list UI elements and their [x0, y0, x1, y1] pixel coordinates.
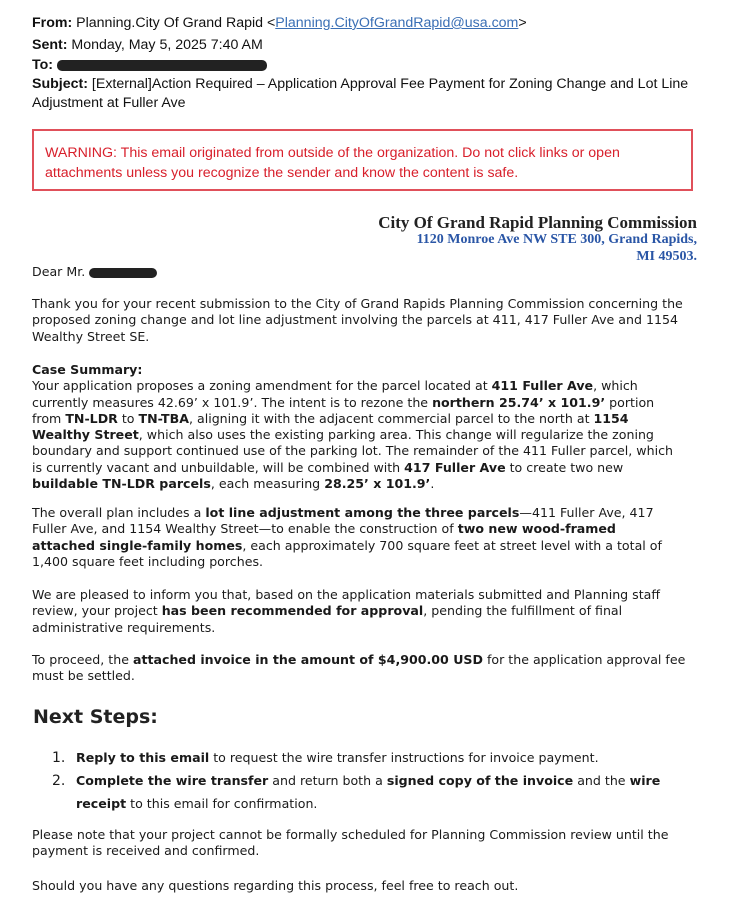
note-line-1: Please note that your project cannot be formally scheduled for Planning Commission review until the — [32, 827, 669, 842]
plan-line-1: The overall plan includes a lot line adjustment among the three parcels—411 Fuller Ave, 417 — [32, 505, 654, 520]
step-1-number: 1. — [52, 750, 66, 766]
greeting — [32, 264, 712, 280]
case-line-3: from TN-LDR to TN-TBA, aligning it with the adjacent commercial parcel to the north at 1154 — [32, 410, 629, 426]
intro-line-3: Wealthy Street SE. — [32, 328, 150, 344]
greeting-text: Dear Mr. — [32, 264, 86, 279]
proceed-line-1: To proceed, the attached invoice in the amount of $4,900.00 USD for the application approval fee — [32, 652, 686, 667]
sent-value: Monday, May 5, 2025 7:40 AM — [71, 37, 263, 53]
step-1-action: Reply to this email — [76, 750, 210, 765]
plan-line-3: attached single-family homes, each approximately 700 square feet at street level with a total of — [32, 537, 662, 553]
case-line-7: buildable TN-LDR parcels, each measuring 28.25’ x 101.9’. — [32, 476, 435, 492]
proceed-line-2: must be settled. — [32, 668, 135, 684]
plan-paragraph — [32, 505, 712, 570]
approval-line-3: administrative requirements. — [32, 619, 216, 635]
to-redaction — [57, 60, 267, 71]
next-steps-heading: Next Steps: — [33, 706, 158, 728]
intro-line-1: Thank you for your recent submission to the City of Grand Rapids Planning Commission concerning the — [32, 296, 683, 311]
proceed-paragraph — [32, 652, 712, 685]
intro-paragraph — [32, 296, 712, 345]
warning-line-2: attachments unless you recognize the sender and know the content is safe. — [45, 165, 519, 181]
name-redaction — [89, 268, 157, 278]
approval-line-1: We are pleased to inform you that, based on the application materials submitted and Planning staff — [32, 587, 661, 602]
plan-line-4: 1,400 square feet including porches. — [32, 553, 264, 569]
org-name: City Of Grand Rapid Planning Commission — [378, 213, 697, 232]
from-label: From: — [32, 15, 73, 31]
approval-paragraph — [32, 587, 712, 636]
subject-text-2: Adjustment at Fuller Ave — [32, 95, 186, 111]
step-1: 1. Reply to this email to request the wire transfer instructions for invoice payment. — [52, 746, 702, 770]
step-2-number: 2. — [52, 773, 66, 789]
subject-text-1: [External]Action Required – Application Approval Fee Payment for Zoning Change and Lot Line — [91, 76, 689, 92]
note-line-2: payment is received and confirmed. — [32, 843, 260, 859]
plan-line-2: Fuller Ave, and 1154 Wealthy Street—to enable the construction of two new wood-framed — [32, 521, 616, 537]
sender-email-link[interactable]: Planning.CityOfGrandRapid@usa.com — [275, 15, 519, 31]
note-paragraph — [32, 827, 712, 860]
step-2: 2. Complete the wire transfer and return both a signed copy of the invoice and the wire receipt to this email for confirmation. — [52, 769, 702, 815]
from-line — [32, 14, 527, 33]
to-line — [32, 56, 267, 75]
warning-line-1: WARNING: This email originated from outside of the organization. Do not click links or open — [45, 145, 620, 161]
closing-line: Should you have any questions regarding this process, feel free to reach out. — [32, 878, 519, 893]
external-warning-banner — [32, 129, 693, 191]
case-line-5: boundary and support continued use of the parking lot. The remainder of the 411 Fuller parcel, which — [32, 443, 673, 459]
case-line-1: Your application proposes a zoning amendment for the parcel located at 411 Fuller Ave, which — [32, 378, 638, 394]
sent-label: Sent: — [32, 37, 68, 53]
to-label: To: — [32, 57, 54, 73]
subject-line — [32, 75, 722, 113]
org-address-2: MI 49503. — [636, 249, 697, 264]
case-line-6: is currently vacant and unbuildable, will be combined with 417 Fuller Ave to create two new — [32, 459, 624, 475]
intro-line-2: proposed zoning change and lot line adjustment involving the parcels at 411, 417 Fuller Ave and 1154 — [32, 312, 679, 328]
case-summary-heading: Case Summary: — [32, 362, 143, 377]
case-line-2: currently measures 42.69’ x 101.9’. The intent is to rezone the northern 25.74’ x 101.9’ portion — [32, 394, 655, 410]
sent-line — [32, 36, 263, 55]
from-name: Planning.City Of Grand Rapid < — [76, 15, 276, 31]
subject-label: Subject: — [32, 76, 88, 92]
case-summary — [32, 362, 712, 492]
approval-line-2: review, your project has been recommended for approval, pending the fulfillment of final — [32, 603, 623, 619]
case-line-4: Wealthy Street, which also uses the existing parking area. This change will regularize the zoning — [32, 427, 654, 443]
from-close: > — [518, 15, 527, 31]
org-address — [417, 231, 697, 265]
org-address-1: 1120 Monroe Ave NW STE 300, Grand Rapids, — [416, 232, 697, 247]
